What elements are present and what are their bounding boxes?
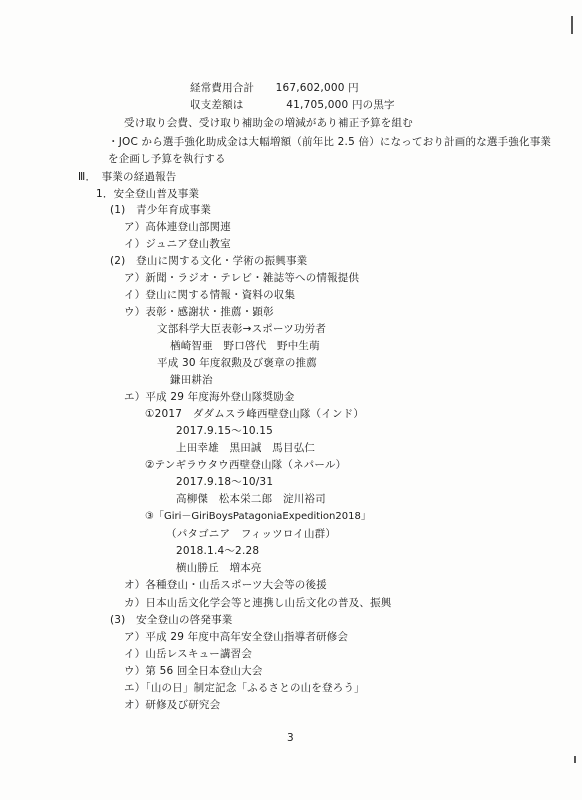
scan-mark-right [574, 756, 576, 763]
item-heading: (3) 安全登山の啓発事業 [110, 614, 233, 626]
section-heading: Ⅲ． 事業の経過報告 [78, 171, 177, 183]
expedition-members: 上田幸雄 黒田誠 馬目弘仁 [176, 442, 316, 454]
expedition-dates: 2017.9.15～10.15 [176, 425, 273, 437]
list-item: ア）新聞・ラジオ・テレビ・雑誌等への情報提供 [124, 272, 360, 284]
total-expenses-line: 経常費用合計 167,602,000 円 [190, 82, 359, 94]
membership-fee-note: 受け取り会費、受け取り補助金の増減があり補正予算を組む [124, 117, 413, 129]
subsection-heading: 1．安全登山普及事業 [96, 188, 200, 200]
balance-line: 収支差額は 41,705,000 円の黒字 [190, 99, 395, 111]
expedition-location: （パタゴニア フィッツロイ山群） [166, 528, 337, 540]
list-item: ウ）第 56 回全日本登山大会 [124, 665, 263, 677]
list-item: ウ）表彰・感謝状・推薦・顕彰 [124, 306, 274, 318]
award-names: 楢崎智亜 野口啓代 野中生萌 [170, 340, 320, 352]
expedition-members: 高柳傑 松本栄二郎 淀川裕司 [176, 493, 326, 505]
award-line: 文部科学大臣表彰→スポーツ功労者 [157, 323, 327, 335]
list-item: イ）山岳レスキュー講習会 [124, 648, 253, 660]
award-names: 鎌田耕治 [170, 374, 213, 386]
list-item: オ）各種登山・山岳スポーツ大会等の後援 [124, 579, 327, 591]
list-item: イ）ジュニア登山教室 [124, 238, 231, 250]
list-item: エ）「山の日」制定記念「ふるさとの山を登ろう」 [124, 682, 365, 694]
joc-subsidy-note-cont: を企画し予算を執行する [108, 153, 226, 165]
list-item: ア）平成 29 年度中高年安全登山指導者研修会 [124, 631, 349, 643]
expedition-title: ②テンギラウタウ西壁登山隊（ネパール） [145, 459, 347, 471]
scan-mark-top [571, 16, 573, 34]
expedition-dates: 2017.9.18～10/31 [176, 476, 274, 488]
list-item: オ）研修及び研究会 [124, 699, 221, 711]
list-item: エ）平成 29 年度海外登山隊奨励金 [124, 391, 295, 403]
list-item: イ）登山に関する情報・資料の収集 [124, 289, 296, 301]
expedition-title: ③「Giri－GiriBoysPatagoniaExpedition2018」 [145, 511, 371, 522]
expedition-members: 横山勝丘 増本亮 [176, 562, 262, 574]
joc-subsidy-note: ・JOC から選手強化助成金は大幅増額（前年比 2.5 倍）になっており計画的な選手強化事業 [108, 136, 552, 148]
item-heading: (1) 青少年育成事業 [110, 204, 212, 216]
expedition-dates: 2018.1.4～2.28 [176, 545, 260, 557]
award-line: 平成 30 年度叙勲及び褒章の推薦 [157, 357, 317, 369]
expedition-title: ①2017 ダダムスラ峰西壁登山隊（インド） [145, 408, 365, 420]
list-item: カ）日本山岳文化学会等と連携し山岳文化の普及、振興 [124, 597, 392, 609]
list-item: ア）高体連登山部関連 [124, 221, 231, 233]
item-heading: (2) 登山に関する文化・学術の振興事業 [110, 255, 308, 267]
page-number: 3 [287, 732, 294, 744]
